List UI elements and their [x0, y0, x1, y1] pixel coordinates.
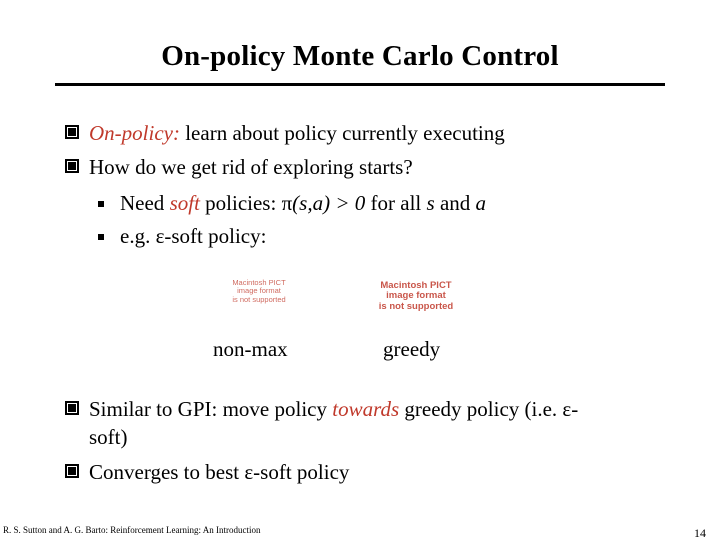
var-s: s: [426, 191, 435, 215]
sub-bullet-text: and: [434, 191, 476, 215]
sub-bullet-square-icon: [98, 201, 104, 207]
bullet-box-icon: [65, 159, 79, 173]
bullet-box-icon: [65, 464, 79, 478]
bullet-text: Converges to best ε-soft policy: [89, 460, 350, 484]
bullet-text: learn about policy currently executing: [179, 121, 505, 145]
pict-line: Macintosh PICT: [380, 280, 452, 291]
bullet-box-icon: [65, 125, 79, 139]
label-greedy: greedy: [383, 337, 441, 361]
on-policy-term: On-policy:: [89, 121, 180, 145]
unsupported-image-small: [228, 279, 290, 304]
pict-line: Macintosh PICT: [232, 278, 286, 287]
title-rule: [55, 83, 665, 86]
sub-bullet-text: for all: [365, 191, 427, 215]
sub-bullet-text: policies:: [199, 191, 282, 215]
sub-bullet-text: Need: [120, 191, 170, 215]
bullet-text: How do we get rid of exploring starts?: [89, 155, 413, 179]
sub-bullet-text: e.g. ε-soft policy:: [120, 224, 267, 248]
policy-condition: (s,a) > 0: [292, 191, 366, 215]
pict-line: image format: [386, 290, 446, 302]
bullet-text: soft): [89, 425, 128, 449]
pict-line: image format: [237, 286, 281, 296]
label-non-max: non-max: [213, 337, 288, 361]
unsupported-image-large: [364, 281, 468, 312]
bullet-text: Similar to GPI: move policy: [89, 397, 333, 421]
slide-title: On-policy Monte Carlo Control: [161, 40, 559, 72]
page-number: 14: [694, 526, 706, 540]
towards-term: towards: [332, 397, 400, 421]
bullet-text: greedy policy (i.e. ε-: [399, 397, 579, 421]
pict-line: is not supported: [378, 300, 454, 312]
var-a: a: [475, 191, 487, 215]
soft-term: soft: [169, 191, 200, 215]
pi-symbol: π: [281, 191, 293, 215]
sub-bullet-square-icon: [98, 234, 104, 240]
slide-footer: R. S. Sutton and A. G. Barto: Reinforcement Learning: An Introduction: [3, 525, 261, 535]
pict-line: is not supported: [232, 294, 286, 304]
bullet-box-icon: [65, 401, 79, 415]
